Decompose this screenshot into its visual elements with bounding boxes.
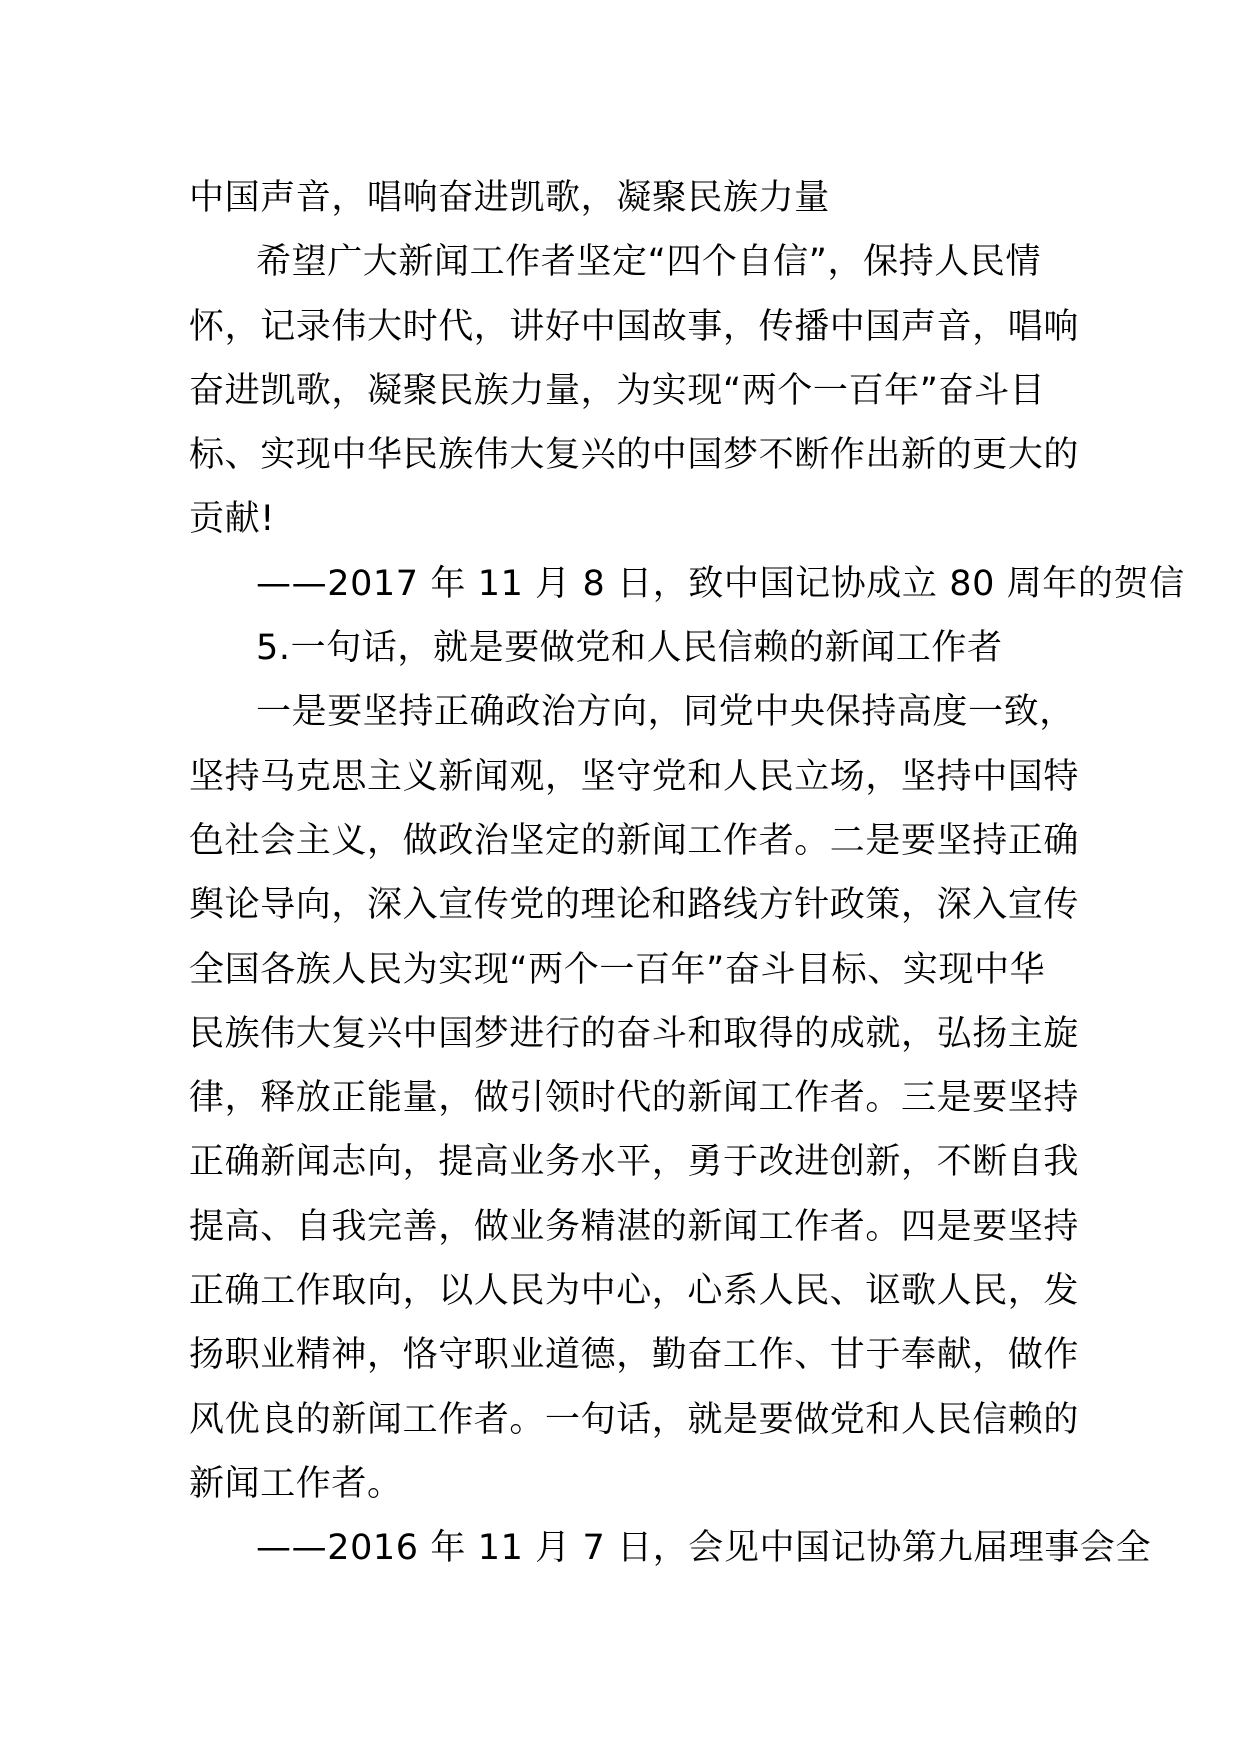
- text-line: 色社会主义，做政治坚定的新闻工作者。二是要坚持正确: [189, 820, 1080, 861]
- text-line: 全国各族人民为实现“两个一百年”奋斗目标、实现中华: [189, 949, 1046, 990]
- text-line: 扬职业精神，恪守职业道德，勤奋工作、甘于奉献，做作: [189, 1335, 1080, 1376]
- text-line: 民族伟大复兴中国梦进行的奋斗和取得的成就，弘扬主旋: [189, 1013, 1080, 1054]
- text-line: 怀，记录伟大时代，讲好中国故事，传播中国声音，唱响: [189, 306, 1080, 347]
- text-line: 奋进凯歌，凝聚民族力量，为实现“两个一百年”奋斗目: [189, 370, 1046, 411]
- text-line: 标、实现中华民族伟大复兴的中国梦不断作出新的更大的: [189, 435, 1080, 476]
- text-line: 希望广大新闻工作者坚定“四个自信”，保持人民情: [256, 242, 1042, 283]
- text-line: 正确新闻志向，提高业务水平，勇于改进创新，不断自我: [189, 1142, 1080, 1183]
- section-heading: 5.一句话，就是要做党和人民信赖的新闻工作者: [256, 628, 1003, 669]
- text-line: 新闻工作者。: [189, 1463, 403, 1504]
- citation-line: ——2016 年 11 月 7 日，会见中国记协第九届理事会全: [256, 1528, 1152, 1569]
- text-line: 正确工作取向，以人民为中心，心系人民、讴歌人民，发: [189, 1271, 1080, 1312]
- document-body: [189, 166, 1185, 1581]
- text-line: 律，释放正能量，做引领时代的新闻工作者。三是要坚持: [189, 1078, 1080, 1119]
- text-line: 风优良的新闻工作者。一句话，就是要做党和人民信赖的: [189, 1399, 1080, 1440]
- text-line: 提高、自我完善，做业务精湛的新闻工作者。四是要坚持: [189, 1206, 1080, 1247]
- text-line: 贡献!: [189, 499, 275, 540]
- text-line: 舆论导向，深入宣传党的理论和路线方针政策，深入宣传: [189, 885, 1080, 926]
- text-line: 坚持马克思主义新闻观，坚守党和人民立场，坚持中国特: [189, 756, 1080, 797]
- text-line: 一是要坚持正确政治方向，同党中央保持高度一致，: [256, 692, 1075, 733]
- text-line: 中国声音，唱响奋进凯歌，凝聚民族力量: [189, 178, 830, 218]
- citation-line: ——2017 年 11 月 8 日，致中国记协成立 80 周年的贺信: [256, 563, 1185, 604]
